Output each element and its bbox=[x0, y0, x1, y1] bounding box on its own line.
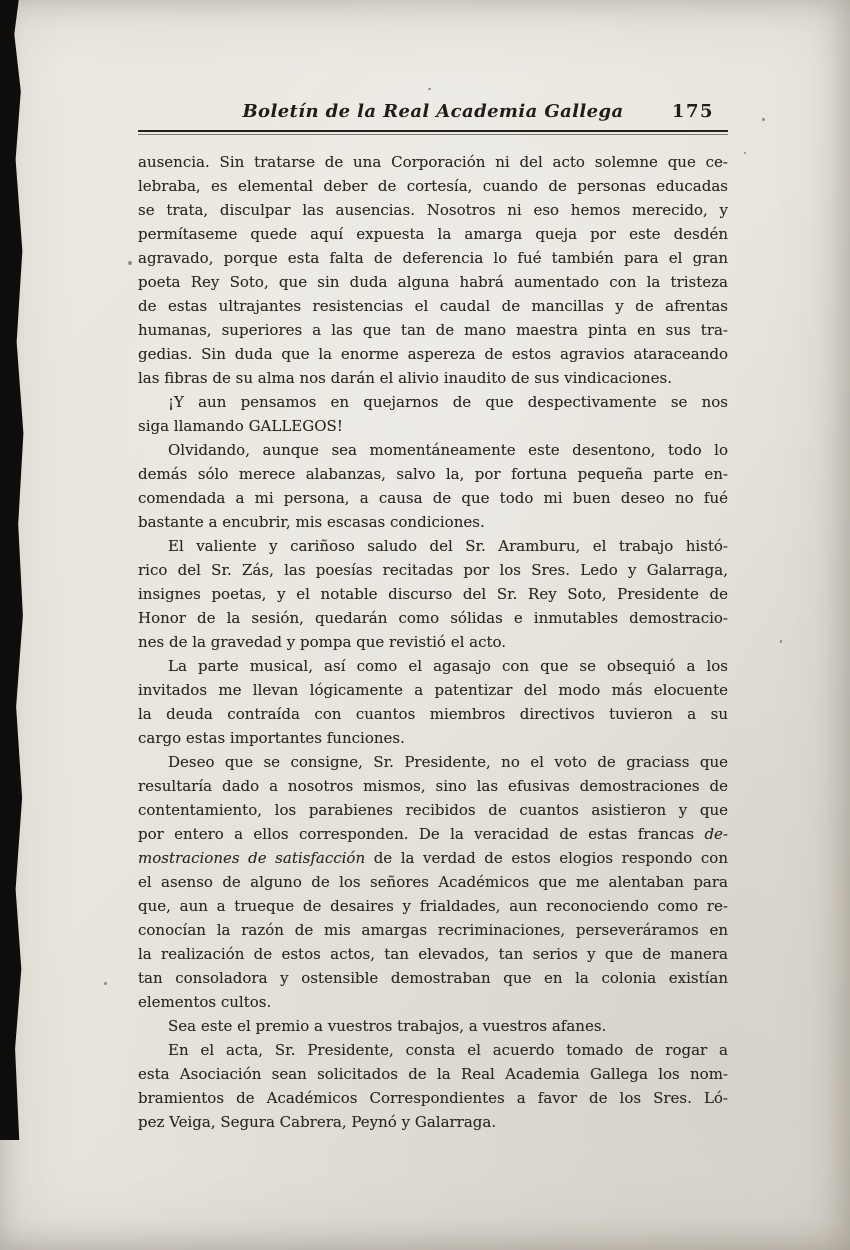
text-run: resultaría dado a nosotros mismos, sino las efusivas demostraciones de bbox=[138, 777, 728, 795]
text-run: En el acta, Sr. Presidente, consta el acuerdo tomado de rogar a bbox=[168, 1041, 728, 1059]
text-run: conocían la razón de mis amargas recriminaciones, perseveráramos en bbox=[138, 921, 728, 939]
text-run: Sea este el premio a vuestros trabajos, a vuestros afanes. bbox=[168, 1017, 607, 1035]
text-run: demás sólo merece alabanzas, salvo la, por fortuna pequeña parte en- bbox=[138, 465, 728, 483]
paragraph bbox=[138, 1014, 728, 1038]
text-line bbox=[138, 750, 728, 774]
scan-speck bbox=[762, 118, 765, 121]
text-line bbox=[138, 558, 728, 582]
text-run: gedias. Sin duda que la enorme aspereza de estos agravios ataraceando bbox=[138, 345, 728, 363]
italic-text: de- bbox=[704, 825, 728, 843]
text-line bbox=[138, 510, 728, 534]
text-run: Olvidando, aunque sea momentáneamente este desentono, todo lo bbox=[168, 441, 728, 459]
text-run: se trata, disculpar las ausencias. Nosotros ni eso hemos merecido, y bbox=[138, 201, 728, 219]
text-run: la realización de estos actos, tan elevados, tan serios y que de manera bbox=[138, 945, 728, 963]
text-line bbox=[138, 582, 728, 606]
text-run: contentamiento, los parabienes recibidos de cuantos asistieron y que bbox=[138, 801, 728, 819]
scan-speck bbox=[104, 982, 107, 985]
scan-speck bbox=[128, 261, 132, 265]
text-line bbox=[138, 414, 728, 438]
text-run: Honor de la sesión, quedarán como sólidas e inmutables demostracio- bbox=[138, 609, 728, 627]
text-run: comendada a mi persona, a causa de que todo mi buen deseo no fué bbox=[138, 489, 728, 507]
text-line bbox=[138, 846, 728, 870]
text-run: esta Asociación sean solicitados de la Real Academia Gallega los nom- bbox=[138, 1065, 728, 1083]
text-line bbox=[138, 342, 728, 366]
text-run: por entero a ellos corresponden. De la veracidad de estas francas bbox=[138, 825, 705, 843]
text-run: siga llamando GALLEGOS! bbox=[138, 417, 343, 435]
italic-text: mostraciones de satisfacción bbox=[138, 849, 366, 867]
page-number: 175 bbox=[671, 101, 714, 122]
paragraph bbox=[138, 654, 728, 750]
header-rule-thin bbox=[138, 134, 728, 135]
text-run: el asenso de alguno de los señores Académicos que me alentaban para bbox=[138, 873, 728, 891]
text-run: de estas ultrajantes resistencias el caudal de mancillas y de afrentas bbox=[138, 297, 728, 315]
paragraph bbox=[138, 750, 728, 1014]
text-run: lebraba, es elemental deber de cortesía, cuando de personas educadas bbox=[138, 177, 728, 195]
text-run: bramientos de Académicos Correspondientes a favor de los Sres. Ló- bbox=[138, 1089, 728, 1107]
text-run: las fibras de su alma nos darán el alivio inaudito de sus vindicaciones. bbox=[138, 369, 673, 387]
text-line bbox=[138, 798, 728, 822]
text-line bbox=[138, 1038, 728, 1062]
text-line bbox=[138, 990, 728, 1014]
scan-speck bbox=[428, 88, 431, 90]
text-run: tan consoladora y ostensible demostraban que en la colonia existían bbox=[138, 969, 728, 987]
header-rule bbox=[138, 130, 728, 132]
text-run: de la verdad de estos elogios respondo con bbox=[365, 849, 728, 867]
text-run: poeta Rey Soto, que sin duda alguna habrá aumentado con la tristeza bbox=[138, 273, 728, 291]
text-line bbox=[138, 1014, 728, 1038]
text-line bbox=[138, 390, 728, 414]
text-run: pez Veiga, Segura Cabrera, Peynó y Galarraga. bbox=[138, 1113, 497, 1131]
text-line bbox=[138, 486, 728, 510]
text-line bbox=[138, 702, 728, 726]
text-line bbox=[138, 918, 728, 942]
text-run: invitados me llevan lógicamente a patentizar del modo más elocuente bbox=[138, 681, 728, 699]
text-line bbox=[138, 438, 728, 462]
text-line bbox=[138, 870, 728, 894]
text-run: El valiente y cariñoso saludo del Sr. Aramburu, el trabajo histó- bbox=[168, 537, 728, 555]
text-line bbox=[138, 606, 728, 630]
text-line bbox=[138, 222, 728, 246]
text-line bbox=[138, 1110, 728, 1134]
text-line bbox=[138, 366, 728, 390]
text-line bbox=[138, 534, 728, 558]
text-line bbox=[138, 966, 728, 990]
text-line bbox=[138, 1086, 728, 1110]
paragraph bbox=[138, 150, 728, 390]
page-content bbox=[138, 100, 728, 1134]
paragraph bbox=[138, 534, 728, 654]
text-line bbox=[138, 150, 728, 174]
scan-speck bbox=[780, 640, 782, 643]
text-line bbox=[138, 270, 728, 294]
text-run: que, aun a trueque de desaires y frialdades, aun reconociendo como re- bbox=[138, 897, 728, 915]
text-line bbox=[138, 678, 728, 702]
text-line bbox=[138, 726, 728, 750]
text-run: cargo estas importantes funciones. bbox=[138, 729, 405, 747]
text-line bbox=[138, 246, 728, 270]
text-line bbox=[138, 894, 728, 918]
text-run: la deuda contraída con cuantos miembros directivos tuvieron a su bbox=[138, 705, 728, 723]
paragraph bbox=[138, 390, 728, 438]
text-line bbox=[138, 774, 728, 798]
text-line bbox=[138, 1062, 728, 1086]
text-line bbox=[138, 198, 728, 222]
text-run: humanas, superiores a las que tan de mano maestra pinta en sus tra- bbox=[138, 321, 728, 339]
scan-speck bbox=[744, 152, 746, 154]
text-run: La parte musical, así como el agasajo con que se obsequió a los bbox=[168, 657, 728, 675]
journal-title: Boletín de la Real Academia Gallega bbox=[242, 101, 624, 122]
text-line bbox=[138, 294, 728, 318]
page-header bbox=[138, 100, 728, 126]
paragraph bbox=[138, 1038, 728, 1134]
text-line bbox=[138, 822, 728, 846]
binding-shadow bbox=[0, 0, 26, 1140]
text-line bbox=[138, 174, 728, 198]
body-text bbox=[138, 150, 728, 1134]
text-line bbox=[138, 942, 728, 966]
text-run: insignes poetas, y el notable discurso del Sr. Rey Soto, Presidente de bbox=[138, 585, 728, 603]
text-line bbox=[138, 630, 728, 654]
text-run: nes de la gravedad y pompa que revistió el acto. bbox=[138, 633, 507, 651]
text-run: ¡Y aun pensamos en quejarnos de que despectivamente se nos bbox=[168, 393, 728, 411]
text-run: Deseo que se consigne, Sr. Presidente, no el voto de graciass que bbox=[168, 753, 728, 771]
text-run: permítaseme quede aquí expuesta la amarga queja por este desdén bbox=[138, 225, 728, 243]
text-run: agravado, porque esta falta de deferencia lo fué también para el gran bbox=[138, 249, 728, 267]
text-run: ausencia. Sin tratarse de una Corporación ni del acto solemne que ce- bbox=[138, 153, 728, 171]
text-line bbox=[138, 654, 728, 678]
text-run: elementos cultos. bbox=[138, 993, 272, 1011]
paragraph bbox=[138, 438, 728, 534]
text-line bbox=[138, 462, 728, 486]
text-line bbox=[138, 318, 728, 342]
text-run: rico del Sr. Zás, las poesías recitadas por los Sres. Ledo y Galarraga, bbox=[138, 561, 728, 579]
text-run: bastante a encubrir, mis escasas condiciones. bbox=[138, 513, 485, 531]
